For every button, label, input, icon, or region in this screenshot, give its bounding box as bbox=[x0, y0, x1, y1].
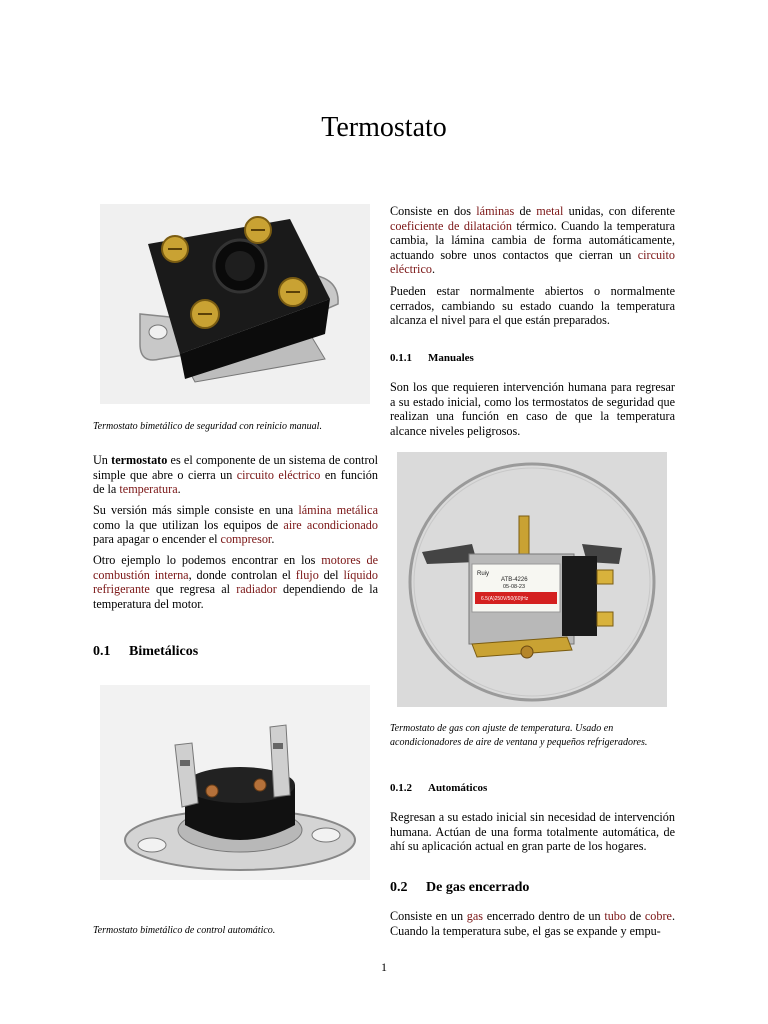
automaticos-paragraph: Regresan a su estado inicial sin necesidad de intervención humana. Actúan de una forma totalmente automática, de ahí su aplicación actual en gran parte de los hogares. bbox=[390, 810, 675, 854]
gas-thermostat-rating: 6.5(A)250V/50(60)Hz bbox=[481, 596, 529, 602]
figure-automatic-thermostat-photo bbox=[100, 685, 370, 880]
link-liquido-refrigerante[interactable]: líquido refrigerante bbox=[93, 567, 378, 597]
section-heading-bimetalicos: 0.1 Bimetálicos bbox=[93, 644, 199, 659]
link-cobre[interactable]: cobre bbox=[644, 909, 672, 923]
figure-3-caption: Termostato de gas con ajuste de temperatura. Usado en acondicionadores de aire de ventana y pequeños refrigeradores. bbox=[390, 723, 648, 748]
link-gas[interactable]: gas bbox=[466, 909, 483, 923]
link-lamina-metalica[interactable]: lámina metálica bbox=[298, 503, 378, 517]
figure-1-caption: Termostato bimetálico de seguridad con reinicio manual. bbox=[93, 421, 322, 432]
link-circuito-electrico-2[interactable]: circuito eléctrico bbox=[390, 247, 675, 277]
gas-thermostat-brand: Ruiy bbox=[477, 571, 490, 577]
section-heading-gas-encerrado: 0.2 De gas encerrado bbox=[390, 880, 530, 895]
subsection-heading-manuales: 0.1.1 Manuales bbox=[390, 352, 474, 364]
link-tubo[interactable]: tubo bbox=[604, 909, 626, 923]
figure-2-caption: Termostato bimetálico de control automático. bbox=[93, 925, 276, 936]
page-number: 1 bbox=[381, 960, 387, 974]
subsection-heading-automaticos: 0.1.2 Automáticos bbox=[390, 782, 488, 794]
gas-thermostat-date: 05-08-23 bbox=[503, 584, 526, 590]
link-compresor[interactable]: compresor bbox=[220, 532, 272, 547]
simple-version-paragraph: Su versión más simple consiste en una lámina metálica como la que utilizan los equipos de aire acondicionado para apagar o encender el compresor. bbox=[93, 503, 378, 547]
link-coeficiente-dilatacion[interactable]: coeficiente de dilatación bbox=[390, 218, 512, 233]
figure-manual-thermostat-photo bbox=[100, 204, 370, 404]
link-laminas[interactable]: láminas bbox=[476, 204, 515, 218]
link-flujo[interactable]: flujo bbox=[295, 567, 319, 582]
gas-thermostat-model: ATB-4226 bbox=[501, 577, 528, 583]
link-circuito-electrico[interactable]: circuito eléctrico bbox=[236, 467, 321, 482]
manuales-paragraph: Son los que requieren intervención humana para regresar a su estado inicial, como los termostatos de seguridad que realizan una función en caso de que la temperatura alcance niveles peligrosos. bbox=[390, 380, 675, 438]
bimetal-description-paragraph: Consiste en dos láminas de metal unidas, con diferente coeficiente de dilatación térmico. Cuando la temperatura cambia, la lámina cambia de forma automáticamente, actuando sobre unos contactos que cierran un circuito eléctrico. bbox=[390, 204, 675, 277]
normally-open-paragraph: Pueden estar normalmente abiertos o normalmente cerrados, cambiando su estado cuando la temperatura alcanza el nivel para el que están preparados. bbox=[390, 284, 675, 328]
intro-paragraph: Un termostato es el componente de un sistema de control simple que abre o cierra un circuito eléctrico en función de la temperatura. bbox=[93, 453, 378, 497]
page-title: Termostato bbox=[321, 112, 447, 143]
link-motores-combustion[interactable]: motores de combustión interna bbox=[93, 553, 378, 582]
keyword-termostato: termostato bbox=[111, 453, 168, 467]
gas-description-paragraph: Consiste en un gas encerrado dentro de un tubo de cobre. Cuando la temperatura sube, el gas se expande y empu- bbox=[390, 909, 675, 938]
engine-example-paragraph: Otro ejemplo lo podemos encontrar en los motores de combustión interna, donde controlan el flujo del líquido refrigerante que regresa al radiador dependiendo de la temperatura del motor. bbox=[93, 553, 378, 611]
link-metal[interactable]: metal bbox=[536, 204, 564, 218]
figure-gas-thermostat-photo bbox=[397, 452, 667, 707]
link-temperatura[interactable]: temperatura bbox=[119, 482, 178, 497]
link-radiador[interactable]: radiador bbox=[236, 582, 277, 597]
link-aire-acondicionado[interactable]: aire acondicionado bbox=[283, 517, 378, 532]
